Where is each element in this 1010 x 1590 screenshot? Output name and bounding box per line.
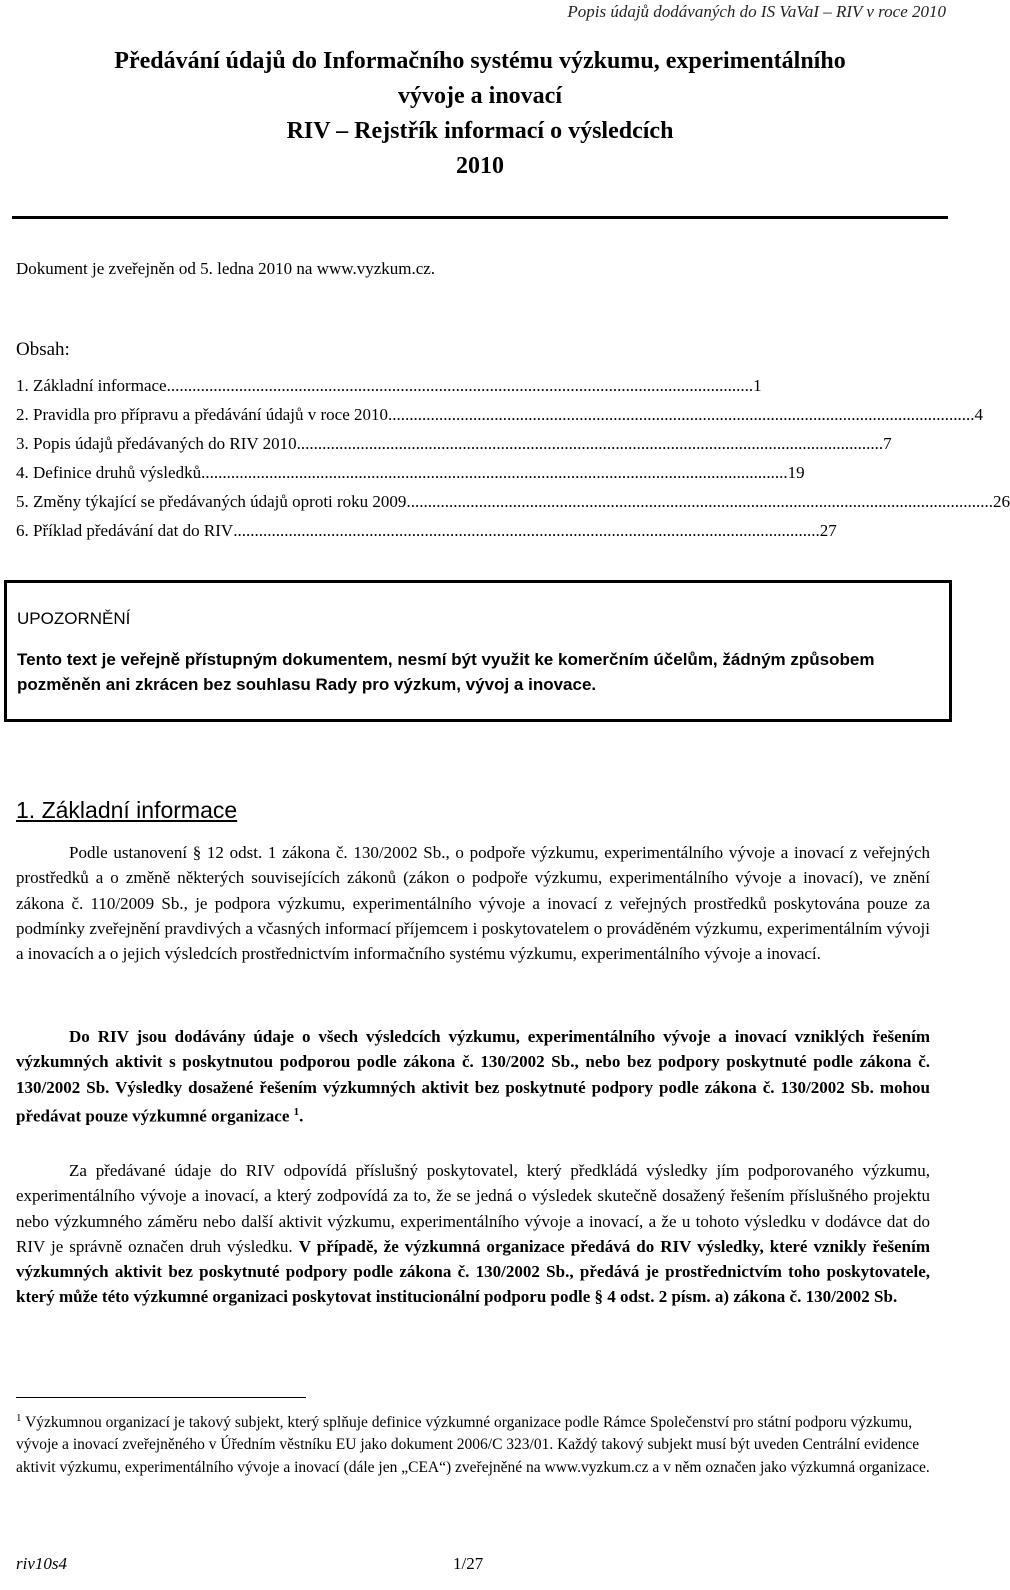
toc-item-label: 3. Popis údajů předávaných do RIV 2010 [16,434,297,453]
toc-item-page: 4 [974,405,983,424]
toc-leader: .......................................................................................................................................... [296,434,884,453]
title-line-3: RIV – Rejstřík informací o výsledcích [286,118,674,144]
paragraph-text: Podle ustanovení § 12 odst. 1 zákona č. 130/2002 Sb. [69,843,446,862]
toc-leader: .......................................................................................................................................... [388,405,975,424]
toc-item-page: 1 [753,376,762,395]
table-of-contents [16,371,1010,545]
footnote-divider [16,1397,306,1398]
footer-page-number: 1/27 [453,1554,484,1573]
footer-doc-id: riv10s4 [16,1554,67,1573]
title-line-2: vývoje a inovací [398,83,562,109]
paragraph-riv-scope [16,1024,930,1129]
toc-item-page: 27 [819,521,837,540]
title-divider [12,216,948,219]
toc-item-page: 19 [787,463,805,482]
notice-text: Tento text je veřejně přístupným dokumentem, nesmí být využit ke komerčním účelům, žádným způsobem pozměněn ani zkrácen bez souhlasu Rady pro výzkum, vývoj a inovace. [17,650,875,694]
notice-box [4,580,952,722]
toc-item[interactable] [16,429,892,458]
toc-item-page: 7 [883,434,892,453]
toc-item[interactable] [16,400,983,429]
paragraph-text: Za předávané údaje do RIV odpovídá příslušný poskytovatel, který předkládá výsledky jím podporovaného výzkumu, experimentálního vývoje a inovací, a který zodpovídá za to, že se jedná o výsledek skutečně dosažený řešením příslušného projektu nebo výzkumného záměru nebo další aktivit výzkumu, experimentálního vývoje a inovací, a že u tohoto výsledku v dodávce dat do RIV je správně označen druh výsledku. [16,1161,930,1256]
toc-item-label: 4. Definice druhů výsledků [16,463,202,482]
footnote-mark: 1 [16,1412,22,1424]
paragraph-text: Do RIV jsou dodávány údaje o všech výsledcích výzkumu, experimentálního vývoje a inovací vzniklých řešením výzkumných aktivit s poskytnutou podporou podle zákona č. 130/2002 Sb., nebo bez podpory poskytnuté podle zákona č. 130/2002 Sb. Výsledky dosažené řešením výzkumných aktivit bez poskytnuté podpory podle zákona č. 130/2002 Sb. mohou předávat pouze výzkumné organizace [16,1027,930,1126]
running-header: Popis údajů dodávaných do IS VaVaI – RIV v roce 2010 [567,2,946,21]
toc-leader: .......................................................................................................................................... [166,376,754,395]
title-line-1: Předávání údajů do Informačního systému výzkumu, experimentálního [114,48,846,74]
paragraph-text: , o podpoře výzkumu, experimentálního vývoje a inovací z veřejných prostředků a o změně některých souvisejících zákonů (zákon o podpoře výzkumu, experimentálního vývoje a inovací), ve znění zákona č. 110/2009 Sb. [16,843,930,913]
toc-leader: .......................................................................................................................................... [233,521,820,540]
toc-item-page: 26 [992,492,1010,511]
paragraph-end: . [299,1106,304,1126]
paragraph-legal-basis [16,840,930,966]
toc-item[interactable] [16,516,837,545]
document-title [0,44,960,184]
toc-leader: .......................................................................................................................................... [201,463,788,482]
toc-item-label: 2. Pravidla pro přípravu a předávání údajů v roce 2010 [16,405,388,424]
toc-item-label: 1. Základní informace [16,376,167,395]
toc-item[interactable] [16,487,1010,516]
footnote-text: Výzkumnou organizací je takový subjekt, který splňuje definice výzkumné organizace podle Rámce Společenství pro státní podporu výzkumu, vývoje a inovací zveřejněného v Úředním věstníku EU jako dokument 2006/C 323/01. Každý takový subjekt musí být uveden Centrální evidence aktivit výzkumu, experimentálního vývoje a inovací (dále jen „CEA“) zveřejněné na www.vyzkum.cz a v něm označen jako výzkumná organizace. [16,1414,930,1476]
title-line-4: 2010 [456,153,504,179]
paragraph-text-bold: V případě, že výzkumná organizace předává do RIV výsledky, které vznikly řešením výzkumných aktivit bez poskytnuté podpory podle zákona č. 130/2002 Sb., předává je prostřednictvím toho poskytovatele, který může této výzkumné organizaci poskytovat institucionální podporu podle § 4 odst. 2 písm. a) zákona č. 130/2002 Sb. [16,1236,931,1307]
footnote-ref[interactable]: 1 [293,1105,300,1118]
notice-title: UPOZORNĚNÍ [17,609,131,628]
toc-item-label: 6. Příklad předávání dat do RIV [16,521,234,540]
toc-item[interactable] [16,458,805,487]
footnote [16,1407,930,1479]
toc-heading: Obsah: [16,339,70,360]
paragraph-responsibility [16,1158,930,1310]
toc-item[interactable] [16,371,762,400]
toc-leader: .......................................................................................................................................... [406,492,993,511]
toc-item-label: 5. Změny týkající se předávaných údajů oproti roku 2009 [16,492,407,511]
publication-note: Dokument je zveřejněn od 5. ledna 2010 na www.vyzkum.cz. [16,259,436,278]
paragraph-text: , je podpora výzkumu, experimentálního vývoje a inovací z veřejných prostředků poskytována pouze za podmínky zveřejnění pravdivých a včasných informací příjemcem i poskytovatelem o prováděném výzkumu, experimentálním vývoji a inovacích a o jejich výsledcích prostřednictvím informačního systému výzkumu, experimentálního vývoje a inovací. [16,893,931,964]
section-heading: 1. Základní informace [16,797,238,823]
